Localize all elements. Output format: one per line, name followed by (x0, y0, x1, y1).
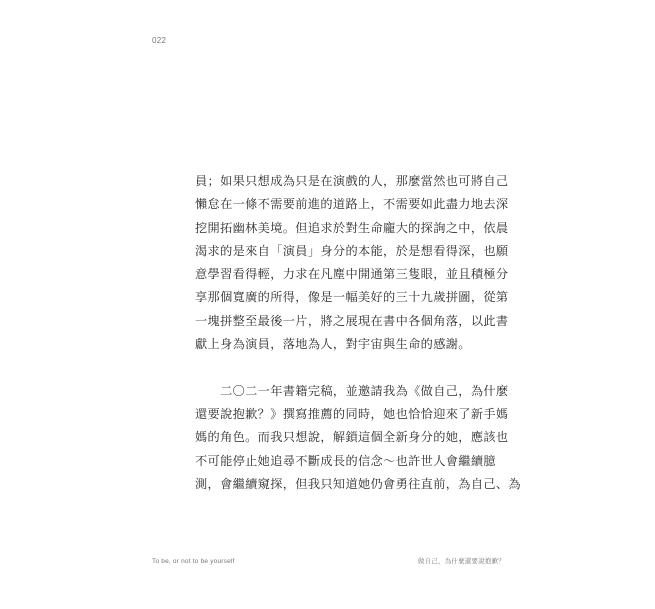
text-line: 媽的角色。而我只想說，解鎖這個全新身分的她，應該也 (195, 430, 509, 445)
paragraph-2 (195, 380, 521, 496)
text-line: 不可能停止她追尋不斷成長的信念～也許世人會繼續臆 (195, 453, 496, 468)
text-line: 懶怠在一條不需要前進的道路上，不需要如此盡力地去深 (195, 197, 509, 212)
text-line: 還要說抱歉？》撰寫推薦的同時，她也恰恰迎來了新手媽 (195, 407, 509, 422)
text-line: 二〇二一年書籍完稿，並邀請我為《做自己，為什麼 (195, 383, 509, 398)
footer-english-title: To be, or not to be yourself (152, 558, 235, 565)
text-line: 一塊拼整至最後一片，將之展現在書中各個角落，以此書 (195, 313, 509, 328)
text-line: 測，會繼續窺探，但我只知道她仍會勇往直前，為自己、為 (195, 477, 521, 492)
paragraph-1 (195, 170, 509, 356)
text-line: 渴求的是來自「演員」身分的本能，於是想看得深，也願 (195, 243, 509, 258)
footer-chinese-title: 做自己，為什麼還要說抱歉？ (417, 557, 505, 565)
text-line: 挖開拓幽林美境。但追求於對生命龐大的探詢之中，依晨 (195, 220, 509, 235)
page-number: 022 (152, 36, 167, 45)
text-line: 獻上身為演員，落地為人，對宇宙與生命的感謝。 (195, 337, 471, 352)
text-line: 享那個寬廣的所得，像是一幅美好的三十九歲拼圖，從第 (195, 290, 509, 305)
paragraph-spacer (195, 356, 495, 380)
body-text (195, 170, 521, 496)
text-line: 員；如果只想成為只是在演戲的人，那麼當然也可將自己 (195, 174, 509, 188)
text-line: 意學習看得輕，力求在凡塵中開通第三隻眼，並且積極分 (195, 267, 509, 282)
